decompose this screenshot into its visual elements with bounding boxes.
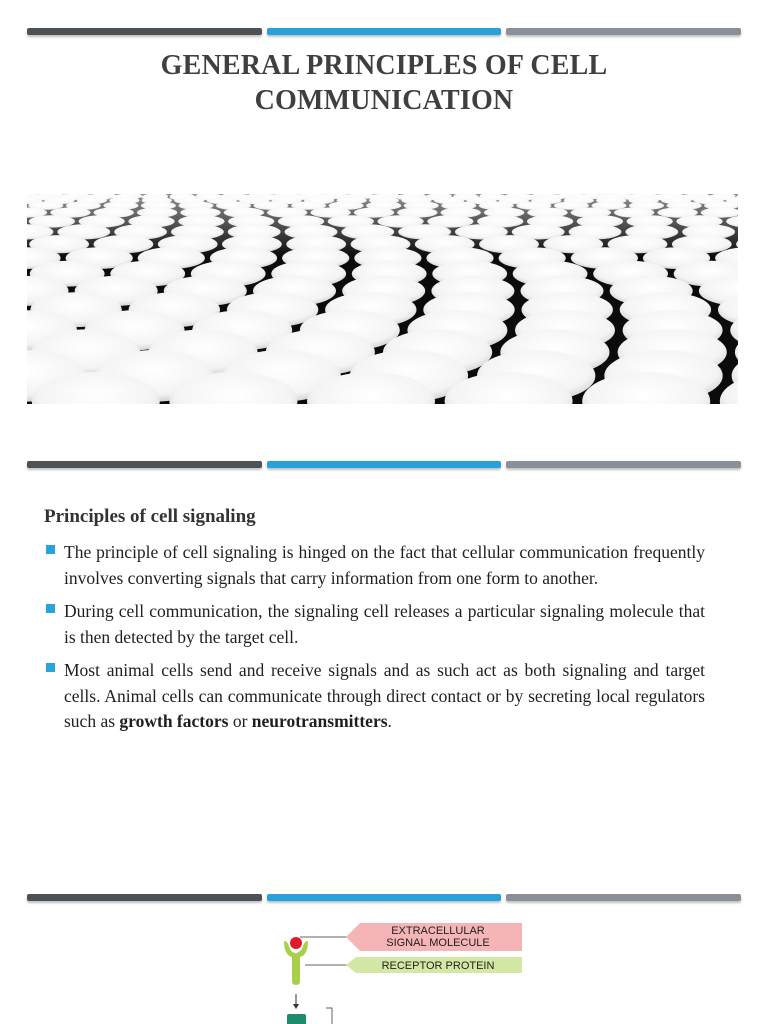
square-bullet-icon <box>46 604 55 613</box>
divider-segment-dark <box>27 894 262 901</box>
top-divider-bar <box>27 28 741 36</box>
bullet-item <box>44 540 705 591</box>
bold-term-neurotransmitters: neurotransmitters <box>251 711 388 731</box>
bold-term-growth-factors: growth factors <box>119 711 229 731</box>
divider-segment-blue <box>267 894 501 901</box>
section-heading: Principles of cell signaling <box>44 506 256 527</box>
bullet-text: The principle of cell signaling is hinged on the fact that cellular communication frequently involves converting signals that carry information from one form to another. <box>64 542 705 588</box>
signal-molecule-icon <box>290 937 302 949</box>
divider-segment-gray <box>506 28 741 35</box>
square-bullet-icon <box>46 545 55 554</box>
down-arrow-head-icon <box>293 1004 299 1009</box>
bullet-item <box>44 599 705 650</box>
middle-divider-bar <box>27 461 741 469</box>
divider-segment-gray <box>506 461 741 468</box>
signal-label-line1: EXTRACELLULAR <box>391 925 485 937</box>
bottom-divider-bar <box>27 894 741 902</box>
cell-pattern-svg <box>27 194 738 404</box>
cell-pattern-haze <box>27 194 738 404</box>
slide-title <box>0 48 768 118</box>
bullet-text: During cell communication, the signaling cell releases a particular signaling molecule that is then detected by the target cell. <box>64 601 705 647</box>
divider-segment-blue <box>267 28 501 35</box>
divider-segment-dark <box>27 28 262 35</box>
receptor-label-text: RECEPTOR PROTEIN <box>381 960 495 972</box>
slide-title-line2: COMMUNICATION <box>254 85 514 116</box>
square-bullet-icon <box>46 663 55 672</box>
signaling-diagram <box>270 915 540 1024</box>
cell-pattern-image <box>27 194 738 404</box>
slide-title-line1: GENERAL PRINCIPLES OF CELL <box>160 50 608 81</box>
relay-protein-icon <box>287 1014 306 1024</box>
divider-segment-gray <box>506 894 741 901</box>
bullet-text-part: . <box>387 711 392 731</box>
bullet-text-part: Most animal cells send and receive signals and as such act as both signaling and target cells. Animal cells can communicate through direct contact or by secreting local regulators such as <box>64 660 705 731</box>
bullet-list <box>44 540 705 743</box>
divider-segment-dark <box>27 461 262 468</box>
divider-segment-blue <box>267 461 501 468</box>
bullet-text-part: or <box>228 711 252 731</box>
bracket-icon <box>326 1008 332 1024</box>
bullet-item <box>44 658 705 735</box>
signal-label-line2: SIGNAL MOLECULE <box>386 937 490 949</box>
